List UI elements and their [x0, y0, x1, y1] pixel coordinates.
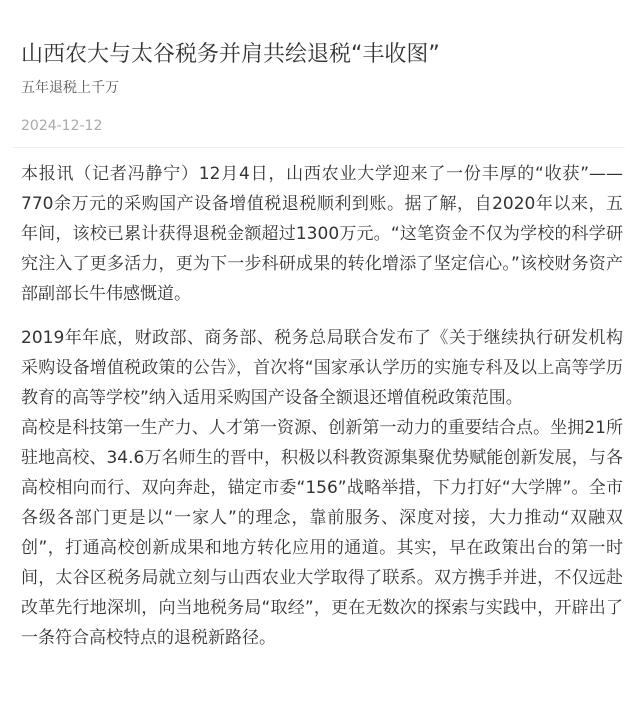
article-paragraph: 本报讯（记者冯静宁）12月4日，山西农业大学迎来了一份丰厚的“收获”——770余万元的采购国产设备增值税退税顺利到账。据了解，自2020年以来，五年间，该校已累计获得退税金额超过1300万元。“这笔资金不仅为学校的科学研究注入了更多活力，更为下一步科研成果的转化增添了坚定信心。”该校财务资产部副部长牛伟感慨道。	[21, 164, 623, 304]
article-paragraph: 高校是科技第一生产力、人才第一资源、创新第一动力的重要结合点。坐拥21所驻地高校、34.6万名师生的晋中，积极以科教资源集聚优势赋能创新发展，与各高校相向而行、双向奔赴，锚定市委“156”战略举措，下力打好“大学牌”。全市各级各部门更是以“一家人”的理念，靠前服务、深度对接，大力推动“双融双创”，打通高校创新成果和地方转化应用的通道。其实，早在政策出台的第一时间，太谷区税务局就立刻与山西农业大学取得了联系。双方携手并进，不仅远赴改革先行地深圳，向当地税务局“取经”，更在无数次的探索与实践中，开辟出了一条符合高校特点的退税新路径。	[21, 418, 623, 648]
article-body	[21, 159, 623, 653]
header-divider	[13, 147, 625, 148]
article-title: 山西农大与太谷税务并肩共绘退税“丰收图”	[21, 42, 440, 67]
article-paragraph: 2019年年底，财政部、商务部、税务总局联合发布了《关于继续执行研发机构采购设备增值税政策的公告》，首次将“国家承认学历的实施专科及以上高等学历教育的高等学校”纳入适用采购国产设备全额退还增值税政策范围。	[21, 328, 623, 408]
article-subtitle: 五年退税上千万	[21, 80, 119, 96]
publish-date: 2024-12-12	[21, 118, 103, 134]
